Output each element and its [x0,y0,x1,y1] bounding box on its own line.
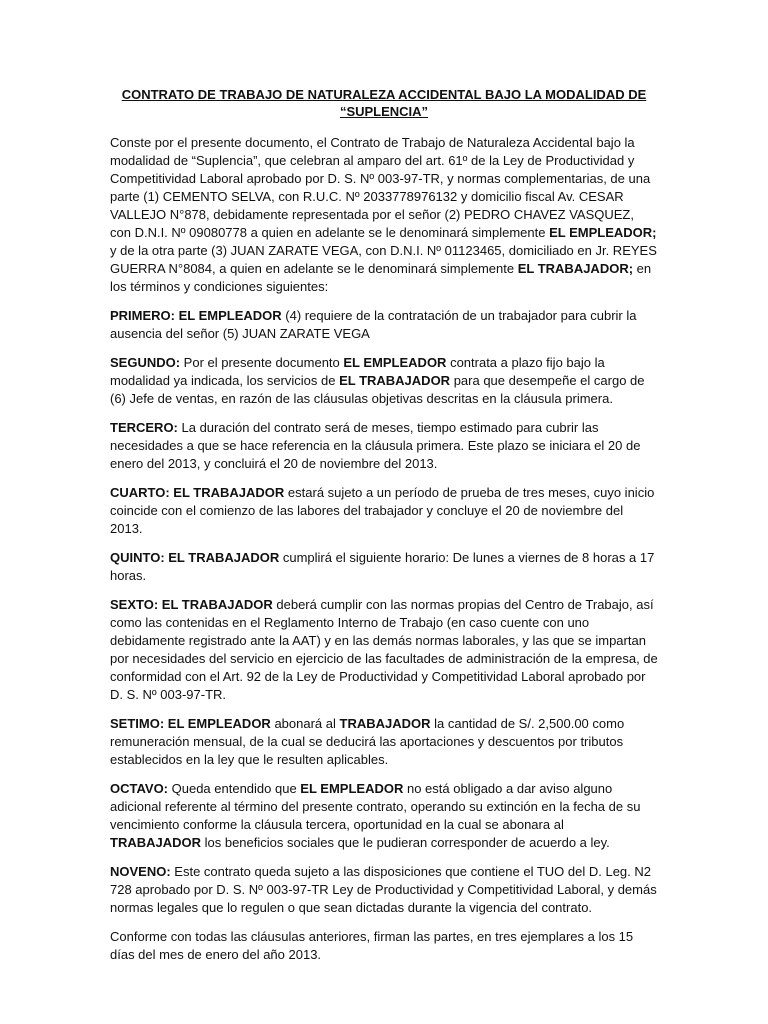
clause-quinto [110,549,658,585]
title-line-2: “SUPLENCIA” [339,104,429,119]
clause-setimo [110,715,658,769]
intro-text-1: Conste por el presente documento, el Contrato de Trabajo de Naturaleza Accidental bajo la modalidad de “Suplencia”, que celebran al amparo del art. 61º de la Ley de Productividad y Competitividad Laboral aprobado por D. S. Nº 003-97-TR, y normas complementarias, de una parte (1) CEMENTO SELVA, con R.U.C. Nº 2033778976132 y domicilio fiscal Av. CESAR VALLEJO N°878, debidamente representada por el señor (2) PEDRO CHAVEZ VASQUEZ, con D.N.I. Nº 09080778 a quien en adelante se le denominará simplemente [110,135,651,240]
clause-setimo-text-2: la cantidad de S/. 2,500.00 como remuneración mensual, de la cual se deducirá las aportaciones y descuentos por tributos establecidos en la ley que le resulten aplicables. [110,716,625,767]
clause-quinto-text: cumplirá el siguiente horario: De lunes a viernes de 8 horas a 17 horas. [110,550,655,583]
clause-primero-heading: PRIMERO: EL EMPLEADOR [110,308,282,323]
clause-tercero-heading: TERCERO: [110,420,178,435]
clause-noveno-heading: NOVENO: [110,864,171,879]
contract-title [110,86,658,120]
clause-octavo [110,780,658,852]
clause-quinto-heading: QUINTO: EL TRABAJADOR [110,550,280,565]
clause-sexto [110,596,658,704]
clause-cuarto-heading: CUARTO: EL TRABAJADOR [110,485,285,500]
clause-tercero-text: La duración del contrato será de meses, tiempo estimado para cubrir las necesidades a que se hace referencia en la cláusula primera. Este plazo se iniciara el 20 de enero del 2013, y concluirá el 20 de noviembre del 2013. [110,420,641,471]
clause-segundo-text-1: Por el presente documento [180,355,344,370]
clause-primero [110,307,658,343]
intro-bold-trabajador: EL TRABAJADOR; [517,261,634,276]
clause-segundo-text-2: contrata a plazo fijo bajo la modalidad ya indicada, los servicios de [110,355,605,388]
clause-segundo-bold-2: EL TRABAJADOR [339,373,451,388]
clause-noveno-text: Este contrato queda sujeto a las disposiciones que contiene el TUO del D. Leg. N2 728 aprobado por D. S. Nº 003-97-TR Ley de Productividad y Competitividad Laboral, y demás normas legales que lo regulen o que sean dictadas durante la vigencia del contrato. [110,864,657,915]
title-line-1: CONTRATO DE TRABAJO DE NATURALEZA ACCIDENTAL BAJO LA MODALIDAD DE [121,87,647,102]
clause-octavo-heading: OCTAVO: [110,781,169,796]
intro-text-2: y de la otra parte (3) JUAN ZARATE VEGA, con D.N.I. Nº 01123465, domiciliado en Jr. REYES GUERRA N°8084, a quien en adelante se le denominará simplemente [110,243,657,276]
clause-cuarto-text: estará sujeto a un período de prueba de tres meses, cuyo inicio coincide con el comienzo de las labores del trabajador y concluye el 20 de noviembre del 2013. [110,485,655,536]
clause-octavo-text-3: los beneficios sociales que le pudieran corresponder de acuerdo a ley. [201,835,610,850]
clause-octavo-bold-1: EL EMPLEADOR [300,781,404,796]
clause-segundo-heading: SEGUNDO: [110,355,181,370]
clause-segundo [110,354,658,408]
clause-octavo-text-1: Queda entendido que [168,781,301,796]
clause-cuarto [110,484,658,538]
clause-sexto-heading: SEXTO: EL TRABAJADOR [110,597,273,612]
clause-setimo-heading: SETIMO: EL EMPLEADOR [110,716,271,731]
clause-segundo-text-3: para que desempeñe el cargo de (6) Jefe de ventas, en razón de las cláusulas objetivas descritas en la cláusula primera. [110,373,645,406]
intro-paragraph [110,134,658,296]
intro-text-3: en los términos y condiciones siguientes: [110,261,652,294]
clause-tercero [110,419,658,473]
clause-setimo-bold: TRABAJADOR [339,716,431,731]
closing-paragraph: Conforme con todas las cláusulas anteriores, firman las partes, en tres ejemplares a los 15 días del mes de enero del año 2013. [110,929,634,962]
clause-primero-text: (4) requiere de la contratación de un trabajador para cubrir la ausencia del señor (5) JUAN ZARATE VEGA [110,308,637,341]
clause-octavo-bold-2: TRABAJADOR [110,835,201,850]
clause-segundo-bold-1: EL EMPLEADOR [343,355,447,370]
contract-document [110,86,658,975]
clause-noveno [110,863,658,917]
clause-sexto-text: deberá cumplir con las normas propias del Centro de Trabajo, así como las contenidas en el Reglamento Interno de Trabajo (en caso cuente con uno debidamente registrado ante la AAT) y en las demás normas laborales, y las que se impartan por necesidades del servicio en ejercicio de las facultades de administración de la empresa, de conformidad con el Art. 92 de la Ley de Productividad y Competitividad Laboral aprobado por D. S. Nº 003-97-TR. [110,597,658,702]
clause-octavo-text-2: no está obligado a dar aviso alguno adicional referente al término del presente contrato, operando su extinción en la fecha de su vencimiento conforme la cláusula tercera, oportunidad en la cual se abonara al [110,781,641,832]
intro-bold-empleador: EL EMPLEADOR; [549,225,657,240]
clause-setimo-text-1: abonará al [270,716,340,731]
